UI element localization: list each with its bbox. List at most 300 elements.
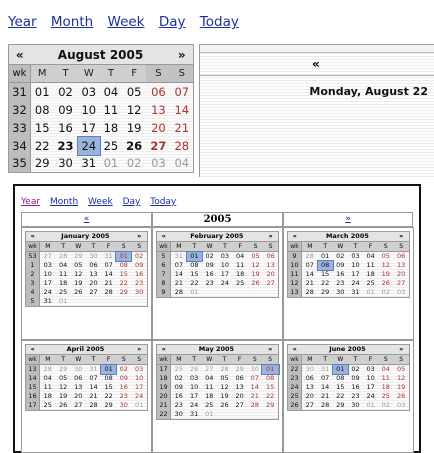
day-cell[interactable]: 10: [187, 383, 202, 392]
nav-day-link[interactable]: Day: [122, 197, 141, 207]
day-cell[interactable]: 13: [146, 101, 170, 119]
day-cell[interactable]: 04: [363, 252, 378, 262]
day-cell[interactable]: 15: [318, 270, 333, 279]
day-cell[interactable]: 11: [378, 374, 393, 383]
next-month-button[interactable]: »: [131, 345, 147, 355]
day-cell[interactable]: 12: [56, 383, 71, 392]
day-cell[interactable]: 16: [171, 392, 187, 401]
day-cell[interactable]: 05: [56, 374, 71, 383]
week-number[interactable]: 10: [288, 261, 302, 270]
day-cell[interactable]: 10: [217, 261, 232, 270]
day-cell[interactable]: 26: [71, 288, 86, 297]
day-cell[interactable]: 17: [131, 383, 147, 392]
day-cell[interactable]: 24: [40, 288, 56, 297]
day-cell[interactable]: 01: [318, 252, 333, 262]
nav-year-link[interactable]: Year: [8, 14, 37, 30]
day-cell[interactable]: 05: [217, 374, 232, 383]
day-cell[interactable]: 08: [187, 261, 202, 270]
day-cell[interactable]: 02: [53, 83, 77, 101]
day-cell[interactable]: 18: [40, 392, 56, 401]
day-cell[interactable]: 15: [101, 383, 116, 392]
day-cell[interactable]: 02: [171, 374, 187, 383]
day-cell[interactable]: 25: [378, 392, 393, 401]
day-cell[interactable]: 23: [348, 392, 363, 401]
day-cell[interactable]: 04: [40, 374, 56, 383]
day-cell[interactable]: 27: [202, 365, 217, 375]
nav-month-link[interactable]: Month: [49, 197, 79, 207]
day-cell[interactable]: 11: [100, 101, 122, 119]
day-cell[interactable]: 01: [187, 252, 202, 262]
day-cell[interactable]: 01: [363, 288, 378, 298]
prev-month-button[interactable]: «: [26, 345, 40, 355]
day-cell[interactable]: 27: [263, 279, 278, 288]
day-cell[interactable]: 24: [78, 137, 100, 155]
day-cell[interactable]: 04: [171, 155, 194, 173]
day-cell[interactable]: 04: [202, 374, 217, 383]
day-cell[interactable]: 28: [318, 401, 333, 411]
week-number[interactable]: 5: [157, 252, 171, 262]
day-cell[interactable]: 15: [116, 270, 131, 279]
week-number[interactable]: 24: [288, 383, 302, 392]
day-cell[interactable]: 20: [263, 270, 278, 279]
day-cell[interactable]: 01: [333, 365, 348, 375]
day-cell[interactable]: 30: [116, 401, 131, 411]
week-number[interactable]: 17: [26, 401, 40, 411]
prev-month-button[interactable]: «: [26, 232, 40, 242]
day-cell[interactable]: 03: [348, 252, 363, 262]
week-number[interactable]: 18: [157, 374, 171, 383]
day-cell[interactable]: 24: [348, 279, 363, 288]
day-cell[interactable]: 17: [40, 279, 56, 288]
day-cell[interactable]: 02: [378, 401, 393, 411]
day-cell[interactable]: 28: [56, 252, 71, 262]
week-number[interactable]: 12: [288, 279, 302, 288]
day-cell[interactable]: 17: [217, 270, 232, 279]
day-cell[interactable]: 05: [248, 252, 263, 262]
day-cell[interactable]: 26: [56, 401, 71, 411]
day-cell[interactable]: 13: [232, 383, 247, 392]
day-cell[interactable]: 20: [146, 119, 170, 137]
day-cell[interactable]: 28: [302, 252, 318, 262]
day-cell[interactable]: 13: [393, 261, 409, 270]
day-cell[interactable]: 28: [86, 401, 101, 411]
day-cell[interactable]: 10: [40, 270, 56, 279]
day-cell[interactable]: 18: [202, 392, 217, 401]
week-number[interactable]: 53: [26, 252, 40, 262]
day-cell[interactable]: 03: [40, 261, 56, 270]
day-cell[interactable]: 20: [302, 392, 318, 401]
day-cell[interactable]: 19: [56, 392, 71, 401]
week-number[interactable]: 32: [9, 101, 31, 119]
day-cell[interactable]: 09: [333, 261, 348, 270]
day-cell[interactable]: 14: [302, 270, 318, 279]
day-cell[interactable]: 29: [232, 365, 247, 375]
day-cell[interactable]: 21: [318, 392, 333, 401]
day-cell[interactable]: 27: [40, 252, 56, 262]
day-cell[interactable]: 14: [101, 270, 116, 279]
day-cell[interactable]: 17: [348, 270, 363, 279]
day-cell[interactable]: 26: [248, 279, 263, 288]
week-number[interactable]: 1: [26, 261, 40, 270]
day-cell[interactable]: 29: [71, 252, 86, 262]
day-cell[interactable]: 02: [122, 155, 146, 173]
day-cell[interactable]: 19: [217, 392, 232, 401]
day-cell[interactable]: 09: [53, 101, 77, 119]
day-cell[interactable]: 03: [217, 252, 232, 262]
week-number[interactable]: 34: [9, 137, 31, 155]
day-cell[interactable]: 23: [53, 137, 77, 155]
day-cell[interactable]: 04: [378, 365, 393, 375]
week-number[interactable]: 15: [26, 383, 40, 392]
day-cell[interactable]: 30: [71, 365, 86, 375]
day-cell[interactable]: 01: [100, 155, 122, 173]
week-number[interactable]: 35: [9, 155, 31, 173]
day-cell[interactable]: 25: [171, 365, 187, 375]
day-cell[interactable]: 06: [302, 374, 318, 383]
day-cell[interactable]: 03: [393, 401, 409, 411]
day-cell[interactable]: 03: [363, 365, 378, 375]
day-cell[interactable]: 24: [131, 392, 147, 401]
day-cell[interactable]: 25: [363, 279, 378, 288]
day-cell[interactable]: 27: [232, 401, 247, 410]
day-cell[interactable]: 23: [333, 279, 348, 288]
day-cell[interactable]: 01: [187, 288, 202, 298]
day-cell[interactable]: 12: [71, 270, 86, 279]
day-cell[interactable]: 23: [202, 279, 217, 288]
day-cell[interactable]: 06: [71, 374, 86, 383]
day-cell[interactable]: 11: [40, 383, 56, 392]
day-cell[interactable]: 13: [263, 261, 278, 270]
day-cell[interactable]: 30: [171, 410, 187, 420]
day-cell[interactable]: 16: [333, 270, 348, 279]
nav-week-link[interactable]: Week: [107, 14, 145, 30]
day-cell[interactable]: 31: [318, 365, 333, 375]
day-cell[interactable]: 27: [393, 279, 409, 288]
prev-month-button[interactable]: «: [9, 45, 31, 65]
day-cell[interactable]: 08: [31, 101, 54, 119]
day-cell[interactable]: 19: [71, 279, 86, 288]
day-cell[interactable]: 03: [393, 288, 409, 298]
day-cell[interactable]: 17: [187, 392, 202, 401]
day-cell[interactable]: 01: [101, 365, 116, 375]
week-number[interactable]: 9: [288, 252, 302, 262]
day-cell[interactable]: 28: [302, 288, 318, 298]
next-month-button[interactable]: »: [171, 45, 194, 65]
day-cell[interactable]: 22: [262, 392, 278, 401]
prev-month-button[interactable]: «: [288, 345, 302, 355]
day-cell[interactable]: 07: [101, 261, 116, 270]
day-cell[interactable]: 11: [363, 261, 378, 270]
next-month-button[interactable]: »: [393, 232, 409, 242]
day-cell[interactable]: 09: [171, 383, 187, 392]
day-cell[interactable]: 01: [56, 297, 71, 307]
day-cell[interactable]: 12: [393, 374, 409, 383]
day-cell[interactable]: 28: [40, 365, 56, 375]
day-cell[interactable]: 26: [217, 401, 232, 410]
day-cell[interactable]: 08: [116, 261, 131, 270]
next-month-button[interactable]: »: [262, 345, 278, 355]
day-cell[interactable]: 28: [101, 288, 116, 297]
day-cell[interactable]: 21: [101, 279, 116, 288]
prev-day-button[interactable]: «: [312, 57, 320, 71]
day-cell[interactable]: 11: [56, 270, 71, 279]
day-cell[interactable]: 12: [217, 383, 232, 392]
day-cell[interactable]: 03: [131, 365, 147, 375]
week-number[interactable]: 5: [26, 297, 40, 307]
week-number[interactable]: 17: [157, 365, 171, 375]
week-number[interactable]: 8: [157, 279, 171, 288]
day-cell[interactable]: 02: [131, 252, 147, 262]
day-cell[interactable]: 13: [86, 270, 101, 279]
week-number[interactable]: 14: [26, 374, 40, 383]
day-cell[interactable]: 13: [302, 383, 318, 392]
day-cell[interactable]: 02: [116, 365, 131, 375]
day-cell[interactable]: 07: [86, 374, 101, 383]
day-cell[interactable]: 09: [348, 374, 363, 383]
day-cell[interactable]: 13: [71, 383, 86, 392]
day-cell[interactable]: 09: [202, 261, 217, 270]
prev-month-button[interactable]: «: [157, 345, 171, 355]
day-cell[interactable]: 16: [348, 383, 363, 392]
day-cell[interactable]: 30: [302, 365, 318, 375]
day-cell[interactable]: 29: [333, 401, 348, 411]
day-cell[interactable]: 01: [31, 83, 54, 101]
day-cell[interactable]: 08: [262, 374, 278, 383]
day-cell[interactable]: 20: [232, 392, 247, 401]
day-cell[interactable]: 06: [263, 252, 278, 262]
day-cell[interactable]: 08: [318, 261, 333, 270]
day-cell[interactable]: 07: [302, 261, 318, 270]
day-cell[interactable]: 12: [122, 101, 146, 119]
week-number[interactable]: 26: [288, 401, 302, 411]
day-cell[interactable]: 14: [318, 383, 333, 392]
day-cell[interactable]: 16: [116, 383, 131, 392]
day-cell[interactable]: 19: [122, 119, 146, 137]
next-month-button[interactable]: »: [263, 232, 278, 242]
day-cell[interactable]: 19: [393, 383, 409, 392]
day-cell[interactable]: 05: [378, 252, 393, 262]
day-cell[interactable]: 12: [248, 261, 263, 270]
day-cell[interactable]: 25: [40, 401, 56, 411]
day-cell[interactable]: 08: [333, 374, 348, 383]
day-cell[interactable]: 24: [187, 401, 202, 410]
day-cell[interactable]: 23: [171, 401, 187, 410]
day-cell[interactable]: 20: [71, 392, 86, 401]
next-month-button[interactable]: »: [393, 345, 409, 355]
week-number[interactable]: 16: [26, 392, 40, 401]
week-number[interactable]: 19: [157, 383, 171, 392]
day-cell[interactable]: 21: [86, 392, 101, 401]
day-cell[interactable]: 17: [363, 383, 378, 392]
day-cell[interactable]: 09: [116, 374, 131, 383]
day-cell[interactable]: 01: [131, 401, 147, 411]
day-cell[interactable]: 27: [146, 137, 170, 155]
day-cell[interactable]: 26: [393, 392, 409, 401]
day-cell[interactable]: 22: [333, 392, 348, 401]
day-cell[interactable]: 09: [131, 261, 147, 270]
day-cell[interactable]: 10: [348, 261, 363, 270]
day-cell[interactable]: 05: [122, 83, 146, 101]
day-cell[interactable]: 06: [86, 261, 101, 270]
day-cell[interactable]: 19: [378, 270, 393, 279]
day-cell[interactable]: 12: [378, 261, 393, 270]
day-cell[interactable]: 20: [393, 270, 409, 279]
day-cell[interactable]: 05: [393, 365, 409, 375]
day-cell[interactable]: 16: [53, 119, 77, 137]
day-cell[interactable]: 21: [247, 392, 262, 401]
day-cell[interactable]: 31: [101, 252, 116, 262]
day-cell[interactable]: 07: [171, 83, 194, 101]
day-cell[interactable]: 06: [146, 83, 170, 101]
day-cell[interactable]: 18: [363, 270, 378, 279]
day-cell[interactable]: 27: [302, 401, 318, 411]
week-number[interactable]: 2: [26, 270, 40, 279]
day-cell[interactable]: 02: [333, 252, 348, 262]
day-cell[interactable]: 10: [78, 101, 100, 119]
day-cell[interactable]: 29: [101, 401, 116, 411]
day-cell[interactable]: 31: [40, 297, 56, 307]
day-cell[interactable]: 22: [318, 279, 333, 288]
day-cell[interactable]: 31: [348, 288, 363, 298]
day-cell[interactable]: 03: [187, 374, 202, 383]
day-cell[interactable]: 27: [71, 401, 86, 411]
day-cell[interactable]: 29: [262, 401, 278, 410]
day-cell[interactable]: 16: [131, 270, 147, 279]
day-cell[interactable]: 29: [56, 365, 71, 375]
week-number[interactable]: 7: [157, 270, 171, 279]
nav-today-link[interactable]: Today: [150, 197, 177, 207]
day-cell[interactable]: 21: [171, 119, 194, 137]
day-cell[interactable]: 15: [187, 270, 202, 279]
week-number[interactable]: 23: [288, 374, 302, 383]
day-cell[interactable]: 01: [363, 401, 378, 411]
day-cell[interactable]: 08: [101, 374, 116, 383]
week-number[interactable]: 25: [288, 392, 302, 401]
day-cell[interactable]: 21: [302, 279, 318, 288]
day-cell[interactable]: 05: [71, 261, 86, 270]
week-number[interactable]: 31: [9, 83, 31, 101]
day-cell[interactable]: 28: [217, 365, 232, 375]
day-cell[interactable]: 18: [233, 270, 248, 279]
week-number[interactable]: 22: [288, 365, 302, 375]
day-cell[interactable]: 03: [146, 155, 170, 173]
day-cell[interactable]: 29: [116, 288, 131, 297]
week-number[interactable]: 4: [26, 288, 40, 297]
day-cell[interactable]: 02: [202, 252, 217, 262]
day-cell[interactable]: 16: [202, 270, 217, 279]
prev-year-button[interactable]: «: [21, 212, 152, 227]
week-number[interactable]: 11: [288, 270, 302, 279]
nav-today-link[interactable]: Today: [199, 14, 239, 30]
day-cell[interactable]: 01: [202, 410, 217, 420]
day-cell[interactable]: 23: [131, 279, 147, 288]
week-number[interactable]: 3: [26, 279, 40, 288]
day-cell[interactable]: 21: [171, 279, 187, 288]
day-cell[interactable]: 01: [116, 252, 131, 262]
day-cell[interactable]: 17: [78, 119, 100, 137]
day-cell[interactable]: 23: [116, 392, 131, 401]
day-cell[interactable]: 07: [247, 374, 262, 383]
day-cell[interactable]: 04: [100, 83, 122, 101]
day-cell[interactable]: 26: [378, 279, 393, 288]
day-cell[interactable]: 25: [202, 401, 217, 410]
day-cell[interactable]: 30: [53, 155, 77, 173]
day-cell[interactable]: 14: [171, 101, 194, 119]
day-cell[interactable]: 10: [363, 374, 378, 383]
day-cell[interactable]: 04: [56, 261, 71, 270]
day-cell[interactable]: 28: [247, 401, 262, 410]
day-cell[interactable]: 04: [233, 252, 248, 262]
day-cell[interactable]: 01: [262, 365, 278, 375]
day-cell[interactable]: 15: [262, 383, 278, 392]
day-cell[interactable]: 29: [31, 155, 54, 173]
day-cell[interactable]: 22: [187, 279, 202, 288]
week-number[interactable]: 9: [157, 288, 171, 298]
day-cell[interactable]: 30: [348, 401, 363, 411]
day-cell[interactable]: 26: [122, 137, 146, 155]
day-cell[interactable]: 28: [171, 137, 194, 155]
day-cell[interactable]: 25: [233, 279, 248, 288]
prev-month-button[interactable]: «: [157, 232, 171, 242]
day-cell[interactable]: 24: [217, 279, 232, 288]
week-number[interactable]: 33: [9, 119, 31, 137]
day-cell[interactable]: 14: [247, 383, 262, 392]
day-cell[interactable]: 11: [202, 383, 217, 392]
day-cell[interactable]: 02: [378, 288, 393, 298]
day-cell[interactable]: 30: [247, 365, 262, 375]
day-cell[interactable]: 19: [248, 270, 263, 279]
day-cell[interactable]: 28: [171, 288, 187, 298]
day-cell[interactable]: 03: [78, 83, 100, 101]
day-cell[interactable]: 22: [31, 137, 54, 155]
week-number[interactable]: 22: [157, 410, 171, 420]
day-cell[interactable]: 10: [131, 374, 147, 383]
day-cell[interactable]: 07: [318, 374, 333, 383]
nav-week-link[interactable]: Week: [88, 197, 113, 207]
day-cell[interactable]: 26: [187, 365, 202, 375]
day-cell[interactable]: 31: [78, 155, 100, 173]
week-number[interactable]: 13: [288, 288, 302, 298]
day-cell[interactable]: 25: [100, 137, 122, 155]
day-cell[interactable]: 11: [233, 261, 248, 270]
day-cell[interactable]: 24: [363, 392, 378, 401]
day-cell[interactable]: 30: [131, 288, 147, 297]
day-cell[interactable]: 14: [86, 383, 101, 392]
week-number[interactable]: 6: [157, 261, 171, 270]
nav-day-link[interactable]: Day: [158, 14, 186, 30]
day-cell[interactable]: 31: [171, 252, 187, 262]
week-number[interactable]: 20: [157, 392, 171, 401]
day-cell[interactable]: 18: [56, 279, 71, 288]
day-cell[interactable]: 15: [31, 119, 54, 137]
day-cell[interactable]: 30: [333, 288, 348, 298]
day-cell[interactable]: 31: [187, 410, 202, 420]
day-cell[interactable]: 06: [393, 252, 409, 262]
week-number[interactable]: 13: [26, 365, 40, 375]
nav-year-link[interactable]: Year: [21, 197, 41, 207]
next-month-button[interactable]: »: [131, 232, 147, 242]
day-cell[interactable]: 18: [100, 119, 122, 137]
nav-month-link[interactable]: Month: [50, 14, 94, 30]
day-cell[interactable]: 20: [86, 279, 101, 288]
day-cell[interactable]: 22: [116, 279, 131, 288]
day-cell[interactable]: 06: [232, 374, 247, 383]
prev-month-button[interactable]: «: [288, 232, 302, 242]
day-cell[interactable]: 30: [86, 252, 101, 262]
day-cell[interactable]: 07: [171, 261, 187, 270]
day-cell[interactable]: 25: [56, 288, 71, 297]
day-cell[interactable]: 14: [171, 270, 187, 279]
